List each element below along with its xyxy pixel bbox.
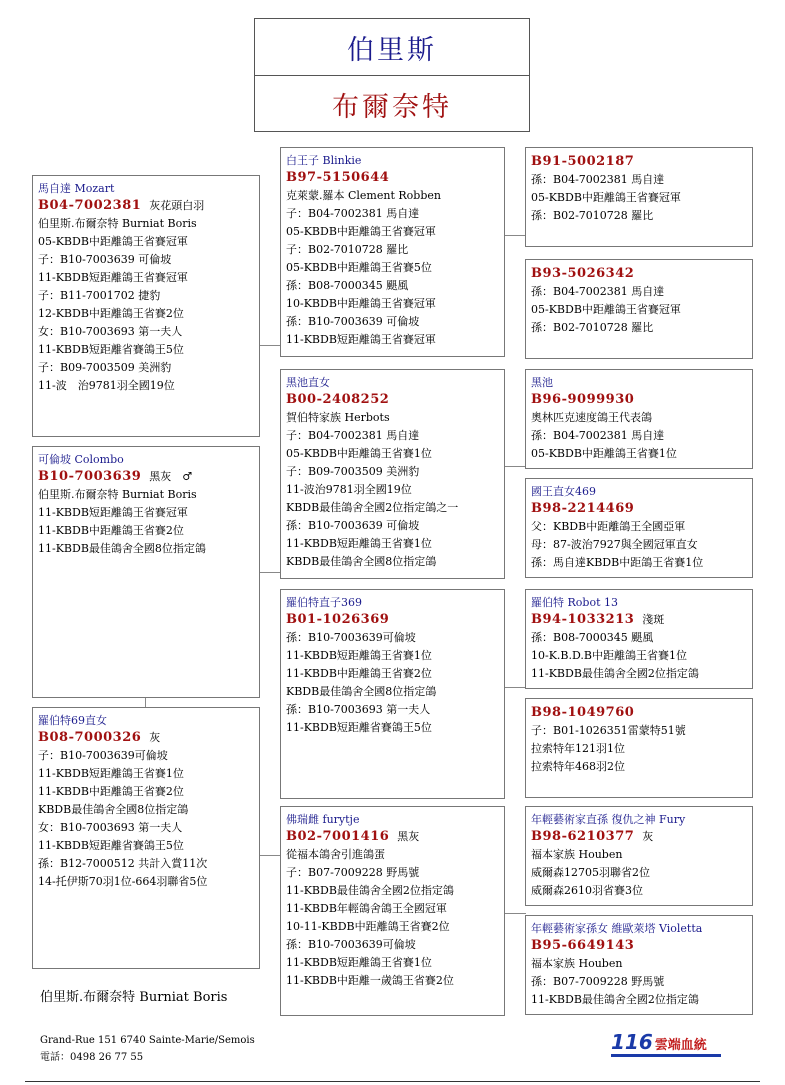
footer-contact [40, 1032, 255, 1066]
info-line: 孫：B12-7000512 共計入賞11次 [38, 857, 208, 870]
connector [504, 687, 526, 688]
pedigree-card-dsd[interactable] [525, 698, 753, 798]
bird-name: 可倫坡 Colombo [38, 453, 124, 466]
info-line: 11-KBDB短距離鴿王省賽冠軍 [286, 333, 436, 346]
info-line: 子：B04-7002381 馬自達 [286, 429, 420, 442]
info-line: 10-11-KBDB中距離鴿王省賽2位 [286, 920, 450, 933]
ring-number: B94-1033213 [531, 612, 635, 627]
pedigree-card-sire[interactable] [32, 175, 260, 437]
info-line: KBDB最佳鴿舍全國2位指定鴿之一 [286, 501, 459, 514]
pedigree-card-sss[interactable] [525, 147, 753, 247]
ring-number: B95-6649143 [531, 938, 635, 953]
info-line: KBDB最佳鴿舍全國8位指定鴿 [38, 803, 189, 816]
pedigree-card-dss[interactable] [525, 589, 753, 689]
info-line: 11-波 治9781羽全國19位 [38, 379, 175, 392]
info-line: 11-KBDB短距離鴿王省賽1位 [286, 649, 432, 662]
info-line: 子：B10-7003639可倫坡 [38, 749, 168, 762]
bird-name: 白王子 Blinkie [286, 154, 362, 167]
connector [504, 913, 526, 914]
info-line: 拉索特年121羽1位 [531, 742, 625, 755]
info-line: 11-KBDB最佳鴿舍全國2位指定鴿 [531, 993, 699, 1006]
info-line: KBDB最佳鴿舍全國8位指定鴿 [286, 555, 437, 568]
info-line: 孫：B10-7003693 第一夫人 [286, 703, 431, 716]
info-line: 父：KBDB中距離鴿王全國亞軍 [531, 520, 686, 533]
info-line: 05-KBDB中距離鴿王省賽冠軍 [286, 225, 436, 238]
info-line: 11-KBDB中距離鴿王省賽2位 [38, 524, 184, 537]
info-line: 女：B10-7003693 第一夫人 [38, 821, 183, 834]
pedigree-card-ssd[interactable] [525, 259, 753, 359]
breeder-last-name: 布爾奈特 [332, 91, 452, 123]
info-line: 孫：B08-7000345 颶風 [531, 631, 654, 644]
bird-name: 黑池 [531, 376, 553, 389]
pedigree-card-self[interactable] [32, 446, 260, 698]
title-box [254, 18, 530, 132]
info-line: 從福本鴿舍引進鴿蛋 [286, 848, 385, 861]
info-line: 孫：B07-7009228 野馬號 [531, 975, 665, 988]
info-line: 子：B09-7003509 美洲豹 [286, 465, 420, 478]
pedigree-card-dam[interactable] [32, 707, 260, 969]
info-line: 11-KBDB短距離省賽鴿王5位 [38, 343, 184, 356]
ring-number: B01-1026369 [286, 612, 390, 627]
info-line: 孫：B10-7003639 可倫坡 [286, 519, 420, 532]
bird-name: 馬自達 Mozart [38, 182, 115, 195]
ring-number: B04-7002381 [38, 198, 142, 213]
bird-color: 黑灰 [397, 830, 420, 843]
ring-number: B98-2214469 [531, 501, 635, 516]
info-line: 05-KBDB中距離鴿王省賽1位 [286, 447, 432, 460]
connector [259, 572, 281, 573]
info-line: 孫：B02-7010728 羅比 [531, 209, 654, 222]
info-line: 11-KBDB年輕鴿舍鴿王全國冠軍 [286, 902, 447, 915]
logo-number: 116 [611, 1030, 653, 1054]
info-line: 11-KBDB最佳鴿舍全國2位指定鴿 [286, 884, 454, 897]
bird-name: 羅伯特69直女 [38, 714, 107, 727]
info-line: 11-KBDB中距離鴿王省賽2位 [286, 667, 432, 680]
info-line: 福本家族 Houben [531, 848, 623, 861]
info-line: 12-KBDB中距離鴿王省賽2位 [38, 307, 184, 320]
info-line: 伯里斯.布爾奈特 Burniat Boris [38, 217, 197, 230]
info-line: 克萊蒙.羅本 Clement Robben [286, 189, 441, 202]
info-line: 威爾森12705羽聯省2位 [531, 866, 650, 879]
info-line: 伯里斯.布爾奈特 Burniat Boris [38, 488, 197, 501]
info-line: 子：B07-7009228 野馬號 [286, 866, 420, 879]
ring-number: B93-5026342 [531, 266, 635, 281]
info-line: 孫：B08-7000345 颶風 [286, 279, 409, 292]
info-line: 10-KBDB中距離鴿王省賽冠軍 [286, 297, 436, 310]
connector [259, 855, 281, 856]
info-line: 孫：B10-7003639 可倫坡 [286, 315, 420, 328]
site-logo[interactable] [611, 1030, 707, 1054]
info-line: 05-KBDB中距離鴿王省賽5位 [286, 261, 432, 274]
info-line: 奧林匹克速度鴿王代表鴿 [531, 411, 652, 424]
bird-name: 佛瑞雌 furytje [286, 813, 360, 826]
info-line: 11-KBDB短距離省賽鴿王5位 [286, 721, 432, 734]
info-line: 11-KBDB短距離鴿王省賽1位 [286, 956, 432, 969]
bird-color: 淺斑 [642, 613, 665, 626]
logo-text: 雲端血統 [654, 1038, 707, 1053]
info-line: 賀伯特家族 Herbots [286, 411, 390, 424]
info-line: 11-KBDB短距離省賽鴿王5位 [38, 839, 184, 852]
ring-number: B98-1049760 [531, 705, 635, 720]
bird-color: 灰花頭白羽 [149, 199, 205, 212]
logo-underline [611, 1054, 721, 1057]
connector [259, 345, 281, 346]
connector [504, 235, 526, 236]
ring-number: B91-5002187 [531, 154, 635, 169]
info-line: 05-KBDB中距離鴿王省賽冠軍 [531, 303, 681, 316]
info-line: 母：87-波治7927與全國冠軍直女 [531, 538, 698, 551]
pedigree-card-sdd[interactable] [525, 478, 753, 578]
pedigree-card-ddd[interactable] [525, 915, 753, 1015]
info-line: 05-KBDB中距離鴿王省賽冠軍 [531, 191, 681, 204]
info-line: 11-KBDB短距離鴿王省賽1位 [38, 767, 184, 780]
bird-name: 羅伯特 Robot 13 [531, 596, 618, 609]
info-line: 孫：馬自達KBDB中距鴿王省賽1位 [531, 556, 704, 569]
info-line: 孫：B04-7002381 馬自達 [531, 173, 665, 186]
footer-breeder-name: 伯里斯.布爾奈特 Burniat Boris [40, 990, 228, 1005]
info-line: 11-KBDB最佳鴿舍全國2位指定鴿 [531, 667, 699, 680]
footer-phone: 電話：0498 26 77 55 [40, 1052, 144, 1063]
info-line: 威爾森2610羽省賽3位 [531, 884, 643, 897]
pedigree-card-sds[interactable] [525, 369, 753, 469]
footer-address: Grand-Rue 151 6740 Sainte-Marie/Semois [40, 1035, 255, 1046]
bird-name: 年輕藝術家直孫 復仇之神 Fury [531, 813, 686, 826]
bird-color: 灰 [149, 731, 161, 744]
pedigree-card-dds[interactable] [525, 806, 753, 906]
info-line: 11-KBDB短距離鴿王省賽1位 [286, 537, 432, 550]
ring-number: B10-7003639 [38, 469, 142, 484]
info-line: 14-托伊斯70羽1位-664羽聯省5位 [38, 875, 208, 888]
bird-color: 黑灰 ♂ [149, 470, 193, 483]
bird-name: 國王直女469 [531, 485, 596, 498]
breeder-first-name: 伯里斯 [255, 19, 529, 76]
connector [145, 697, 146, 707]
ring-number: B98-6210377 [531, 829, 635, 844]
info-line: 子：B02-7010728 羅比 [286, 243, 409, 256]
info-line: 女：B10-7003693 第一夫人 [38, 325, 183, 338]
info-line: 11-KBDB中距離一歲鴿王省賽2位 [286, 974, 454, 987]
info-line: 孫：B04-7002381 馬自達 [531, 285, 665, 298]
info-line: 11-KBDB短距離鴿王省賽冠軍 [38, 271, 188, 284]
bottom-divider [25, 1081, 760, 1082]
info-line: 孫：B04-7002381 馬自達 [531, 429, 665, 442]
ring-number: B00-2408252 [286, 392, 390, 407]
ring-number: B96-9099930 [531, 392, 635, 407]
info-line: 孫：B02-7010728 羅比 [531, 321, 654, 334]
ring-number: B97-5150644 [286, 170, 390, 185]
bird-name: 黑池直女 [286, 376, 330, 389]
info-line: 10-K.B.D.B中距離鴿王省賽1位 [531, 649, 688, 662]
info-line: 05-KBDB中距離鴿王省賽1位 [531, 447, 677, 460]
info-line: 子：B10-7003639 可倫坡 [38, 253, 172, 266]
info-line: KBDB最佳鴿舍全國8位指定鴿 [286, 685, 437, 698]
info-line: 子：B09-7003509 美洲豹 [38, 361, 172, 374]
info-line: 05-KBDB中距離鴿王省賽冠軍 [38, 235, 188, 248]
info-line: 福本家族 Houben [531, 957, 623, 970]
info-line: 子：B11-7001702 捷豹 [38, 289, 161, 302]
info-line: 子：B01-1026351雷蒙特51號 [531, 724, 686, 737]
ring-number: B08-7000326 [38, 730, 142, 745]
connector [504, 466, 526, 467]
pedigree-card-dam-dam[interactable] [280, 806, 505, 1016]
info-line: 孫：B10-7003639可倫坡 [286, 938, 416, 951]
info-line: 11-KBDB最佳鴿舍全國8位指定鴿 [38, 542, 206, 555]
info-line: 孫：B10-7003639可倫坡 [286, 631, 416, 644]
bird-name: 年輕藝術家孫女 維歐萊塔 Violetta [531, 922, 703, 935]
pedigree-card-sire-sire[interactable] [280, 147, 505, 357]
info-line: 子：B04-7002381 馬自達 [286, 207, 420, 220]
bird-name: 羅伯特直子369 [286, 596, 362, 609]
info-line: 11-KBDB短距離鴿王省賽冠軍 [38, 506, 188, 519]
ring-number: B02-7001416 [286, 829, 390, 844]
info-line: 拉索特年468羽2位 [531, 760, 625, 773]
info-line: 11-波治9781羽全國19位 [286, 483, 412, 496]
pedigree-card-dam-sire[interactable] [280, 589, 505, 799]
info-line: 11-KBDB中距離鴿王省賽2位 [38, 785, 184, 798]
bird-color: 灰 [642, 830, 654, 843]
pedigree-card-sire-dam[interactable] [280, 369, 505, 579]
